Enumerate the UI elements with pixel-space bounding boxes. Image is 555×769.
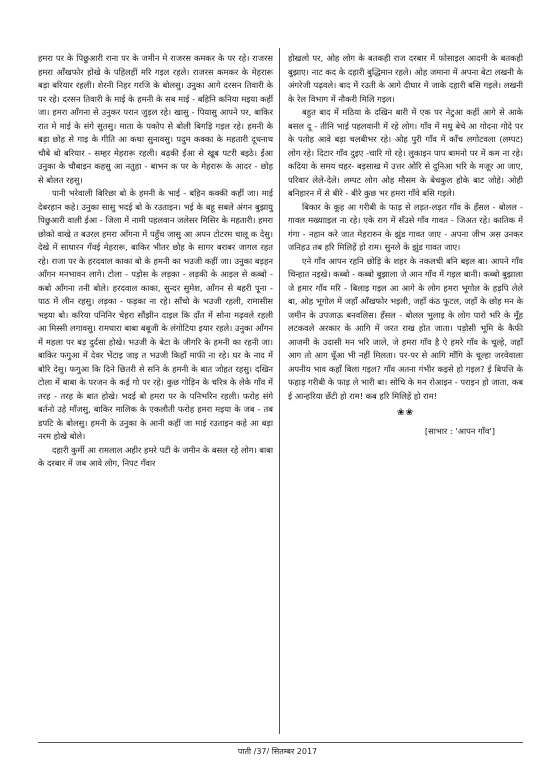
right-paragraph-1: होखलो पर, ओह लोग के बतकही राज दरबार में फोसाइल आदमी के बतकही बुझाए। नाट कद के दहारी बुद्धिमान रहले। ओह जमाना में अपना बेटा लखनी के अंगरेजी पढ़वले। बाद में रउती के आगे दीघार में जाके दहारी बसि गइले। लखनी के रेल विभाग में नौकरी मिलि गइल।	[288, 53, 523, 104]
right-paragraph-4: एने गाँव आपन रहनि छोड़ि के शहर के नकलची बनि बइल बा। आपने गाँव चिन्हात नइखे। कब्बो - कब्बो बुझाला जे आन गाँव में गइल बानी। कब्बो बुझाला जे हमार गाँव मरि - बिलाइ गइल आ आगे के लोग हमरा भूगोल के हड़पि लेले बा, ओह भूगोल में जहाँ आँखफोर भइली, जहाँ कंठ फूटल, जहाँ के छोह मन के जमीन के उपजाऊ बनवलिस। हँसल - बोलल भुलाइ के लोग पारो भरि के मूँह लटकवले अरकार के आगि में जरत राख होत जाता। पड़ोसी भूमि के कैफी आजमी के उदासी मन भरि जाले, जे हमरा गाँव है ऐ हमरे गाँव के चूल्हे, जहाँ आग तो आग धूँआ भी नहीं मिलता। पर-पर से आगि माँगि के चूल्हा जरवेवाला अपनीय भाव कहाँ बिला गइल? गाँव अतना गंभीर कइसे हो गइल? ई बिपत्ति के फहाड़ गरीबी के फाड़ ले भारी बा। सोचि के मन रोआइन - पराइन हो जाता, कब ई आन्हरिया छँटी हो राम! कब हरि मिलिहें हो राम!	[288, 255, 523, 401]
column-divider	[279, 48, 280, 734]
source-credit: [साभार : 'आपन गाँव']	[424, 425, 495, 436]
left-paragraph-1: हमरा पर के पिछुआरी राना पर के जमीन मे राजरस कमकर के पर रहे। राजरस हमरा आँखफोर होखे के पहिलहीं मरि गइल रहले। राजरस कमकर के मेहरारू बड़ा बरियार रहली। शेरनी निहर गरजि के बोलसु। उनुका आगे दरसन तिवारी के पर रहे। दरसन तिवारी के माई के हमनी के सब माई - बहिनि कनिया मइया कहीं जा। हमरा आँगना से उनुकर परान जुड़ल रहे। खासु - पियासु आपने पर, बाकिर रात मे माई के संगे सुतसु। माता के पकोप से बोली बिगड़ि गइल रहे। हमनी के बड़ा छोह से गाइ के गीति आ कथा सुनावसु। पदुम कक्का के महतारी दूधनाथ चौबे बो बरियार - सम्हर मेहरारू रहली। बढ़की ईंआ से खूब पटरी बइठे। ईंआ उनुका के चौबाइन कहसु आ नतुहा - बाभन क पर के मेहरारू के आदर - छोह से बोलत रहसु।	[38, 53, 273, 185]
right-column	[288, 52, 523, 438]
right-paragraph-3: बिकार के कूह आ गरीबी के फाड़ से लड़त-लड़त गाँव के हँसल - बोलल - गावल मख्यााइल ना रहे। एके राग में सँउसे गाँव गावत - जिअत रहे। कातिक में गंगा - नहान करे जात मेहरारुन के झुंड गावत जाए - अपना जीभ अस उनकर जनिहउ तब हरि मिलिहें हो राम। सुनले के झुंड गावत जाए।	[288, 201, 523, 252]
right-paragraph-2: बहुत बाद में मठिया के दखिन बारी में एक पर नेटुआ कहीं आगे से आके बसल दू - तीनि भाई पहलवानी में रहे लोग। गाँव में मधु बेचे आ गोदना गोदे पर के पतोह आवे बड़ा चलबीभर रहे। ओह पुरी गाँव में काँच लगोटवला (लम्पट) लोग रहे। दिटार गाँव दुइए -चारि गो रहे। लुकाइन पाप बामनो पर में कम ना रहे। कदिया के समय चहर- बइसाख में उत्तर ओरि से दुनिआ भरि के मजूर आ जाए, परिवार लेले-देले। लम्पट लोग ओह मौसम के बेचकुल होके बाट जोहे। ओही बनिहारन में से बीरे - बीरे कुछ भर हमरा गाँवे बसि गइले।	[288, 107, 523, 198]
footer-rule	[38, 742, 523, 743]
end-ornament-icon: ❀❀	[396, 408, 415, 418]
left-paragraph-3: दहारी कुर्मी आ रामलाल अहीर हमरे पटी के जमीन के बसल रहे लोग। बाबा के दरबार में जब आवे लोग, निपट गँवार	[38, 444, 273, 468]
left-column	[38, 52, 273, 471]
page-footer: पाती /37/ सितम्बर 2017	[237, 747, 318, 756]
left-paragraph-2: पानी भरेवाली बिरिछा बो के हमनी के भाई - बहिन कक्की कहीं जा। माई देबरहान कहे। उनुका सासु भदई बो के रउताइन। भई के बहू सबले अंगन बुझायु पिछुआरी वाली ईआ - जिला में नामी पहलवान जलेसर मिसिर के महतारी। हमरा छोको वाखे त बउरल हमरा आँगना में पहुँच जासु आ अपन टोटरम चालू क देसु। देखे में साधारन गँवई मेहरारू, बाकिर भीतर छोह के सागर बराबर जागल रहत रहे। राजा पर के हरदवाल काका बो के हमनी का भउजी कहीं जा। उनुका बड़हन आँगन मनभावन लागे। टोला - पड़ोस के लड़का - लड़की के आइल से कब्बो - कबो आँगना तनी बोले। हरदवाल काका, सुन्दर सुमेश, आँगन से बहरी पूना - पाठ में लीन रहसु। लड़का - फड़का ना रहे। साँचो के भउजी रहली, रामासीस भइया बो। करिया पनिनिर चेहरा सौंझीन दाइल कि दाँत में सोना मढ़वले रहली आ मिस्सी लगावसु। रामधारा बाबा बबूजी के लंगोटिया इयार रहले। उनुका आँगन में महला पर बड़ दुर्दसा होखे। भउजी के बेटा के जीगरि के हमनी का रहनी जा। बाकिर फगुआ में देवर भेंटाइ जाइ त भउजी किहाँ माफी ना रहे। घर के नाद में बोरि देसु। फगुआ कि दिने छितरी से सनि के हमनी के बात जोहत रहसु। दखिन टोला में बाबा के परजन के कई गो पर रहे। कुछ गोड़िन के चरित्र के लेके गाँव में तरह - तरह के बात होखे। भदई बो हमरा पर के पनिभरिन रहली। फरोह संगे बर्तनो उहे माँजसु, बाकिर मालिक के एकलौती फरोह हमरा मइया के जब - तब डपटि के बोलसु। हमनी के उनुका के आनी कहीं जा माई रउताइन कहे आ बड़ा नरम होखे बोले।	[38, 188, 273, 441]
